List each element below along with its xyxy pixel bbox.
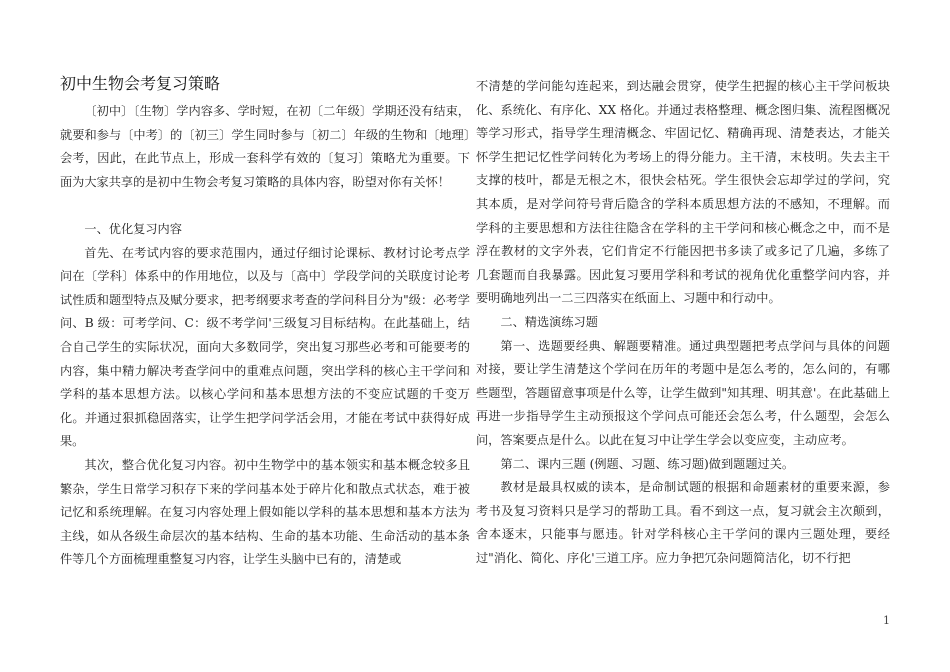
paragraph: 其次，整合优化复习内容。初中生物学中的基本领实和基本概念较多且繁杂，学生日常学习积存下来的学问基本处于碎片化和散点式状态，难于被记忆和系统理解。在复习内容处理上假如能以学科的基本思想和基本方法为主线，如从各级生命层次的基本结构、生命的基本功能、生命活动的基本条件等几个方面梳理重整复习内容，让学生头脑中已有的，清楚或 [60,457,470,567]
paragraph: 教材是最具权威的读本，是命制试题的根据和命题素材的重要来源，参考书及复习资料只是学习的帮助工具。看不到这一点，复习就会主次颠到，舍本逐末，只能事与愿违。针对学科核心主干学问的课内三题处理，要经过"消化、简化、序化'三道工序。应力争把冗杂问题简洁化，切不行把 [476,480,890,565]
paragraph: 不清楚的学问能勾连起来，到达融会贯穿，使学生把握的核心主干学问板块化、系统化、有序化、XX 格化。并通过表格整理、概念图归集、流程图概况等学习形式，指导学生理清概念、牢固记忆、精确再现、清楚表达，才能关怀学生把记忆性学问转化为考场上的得分能力。主干清，末枝明。失去主干支撑的枝叶，都是无根之木，很快会枯死。学生很快会忘却学过的学问，究其本质，是对学问符号背后隐含的学科本质思想方法的不感知，不理解。而学科的主要思想和方法往往隐含在学科的主干学问和核心概念之中，而不是浮在教材的文字外表，它们肯定不行能因把书多读了或多记了几遍，多练了几套题而自我暴露。因此复习要用学科和考试的视角优化重整学问内容，并要明确地列出一二三四落实在纸面上、习题中和行动中。 [476,79,890,306]
paragraph: 〔初中〕〔生物〕学内容多、学时短，在初〔二年级〕学期还没有结束，就要和参与〔中考〕的〔初三〕学生同时参与〔初二〕年级的生物和〔地理〕会考，因此，在此节点上，形成一套科学有效的〔复习〕策略尤为重要。下面为大家共享的是初中生物会考复习策略的具体内容，盼望对你有关怀！ [60,104,470,189]
left-column-body [60,100,470,572]
paragraph: 第一、选题要经典、解题要精准。通过典型题把考点学问与具体的问题对接，要让学生清楚这个学问在历年的考题中是怎么考的，怎么问的，有哪些题型，答题留意事项是什么等，让学生做到"知其理、明其意'。在此基础上再进一步指导学生主动预报这个学问点可能还会怎么考，什么题型，会怎么问，答案要点是什么。以此在复习中让学生学会以变应变，主动应考。 [476,338,890,447]
right-column [476,75,890,570]
page-number: 1 [883,614,890,627]
document-title: 初中生物会考复习策略 [60,74,221,93]
left-column [60,72,470,572]
paragraph: 第二、课内三题 (例题、习题、练习题)做到题题过关。 [500,456,795,471]
paragraph-spacer [60,194,470,218]
right-column-body [476,75,890,570]
section-heading: 一、优化复习内容 [84,221,182,236]
section-heading: 二、精选演练习题 [500,314,598,329]
paragraph: 首先、在考试内容的要求范围内，通过仔细讨论课标、教材讨论考点学问在〔学科〕体系中的作用地位，以及与〔高中〕学段学问的关联度讨论考试性质和题型特点及赋分要求，把考纲要求考查的学问科目分为"级：必考学问、B 级：可考学问、C：级不考学问'三级复习目标结构。在此基础上，结合自己学生的实际状况，面向大多数同学，突出复习那些必考和可能要考的内容，集中精力解决考查学问中的重难点问题，突出学科的核心主干学问和学科的基本思想方法。以核心学问和基本思想方法的不变应试题的千变万化。并通过狠抓稳固落实，让学生把学问学活会用，才能在考试中获得好成果。 [60,245,470,449]
